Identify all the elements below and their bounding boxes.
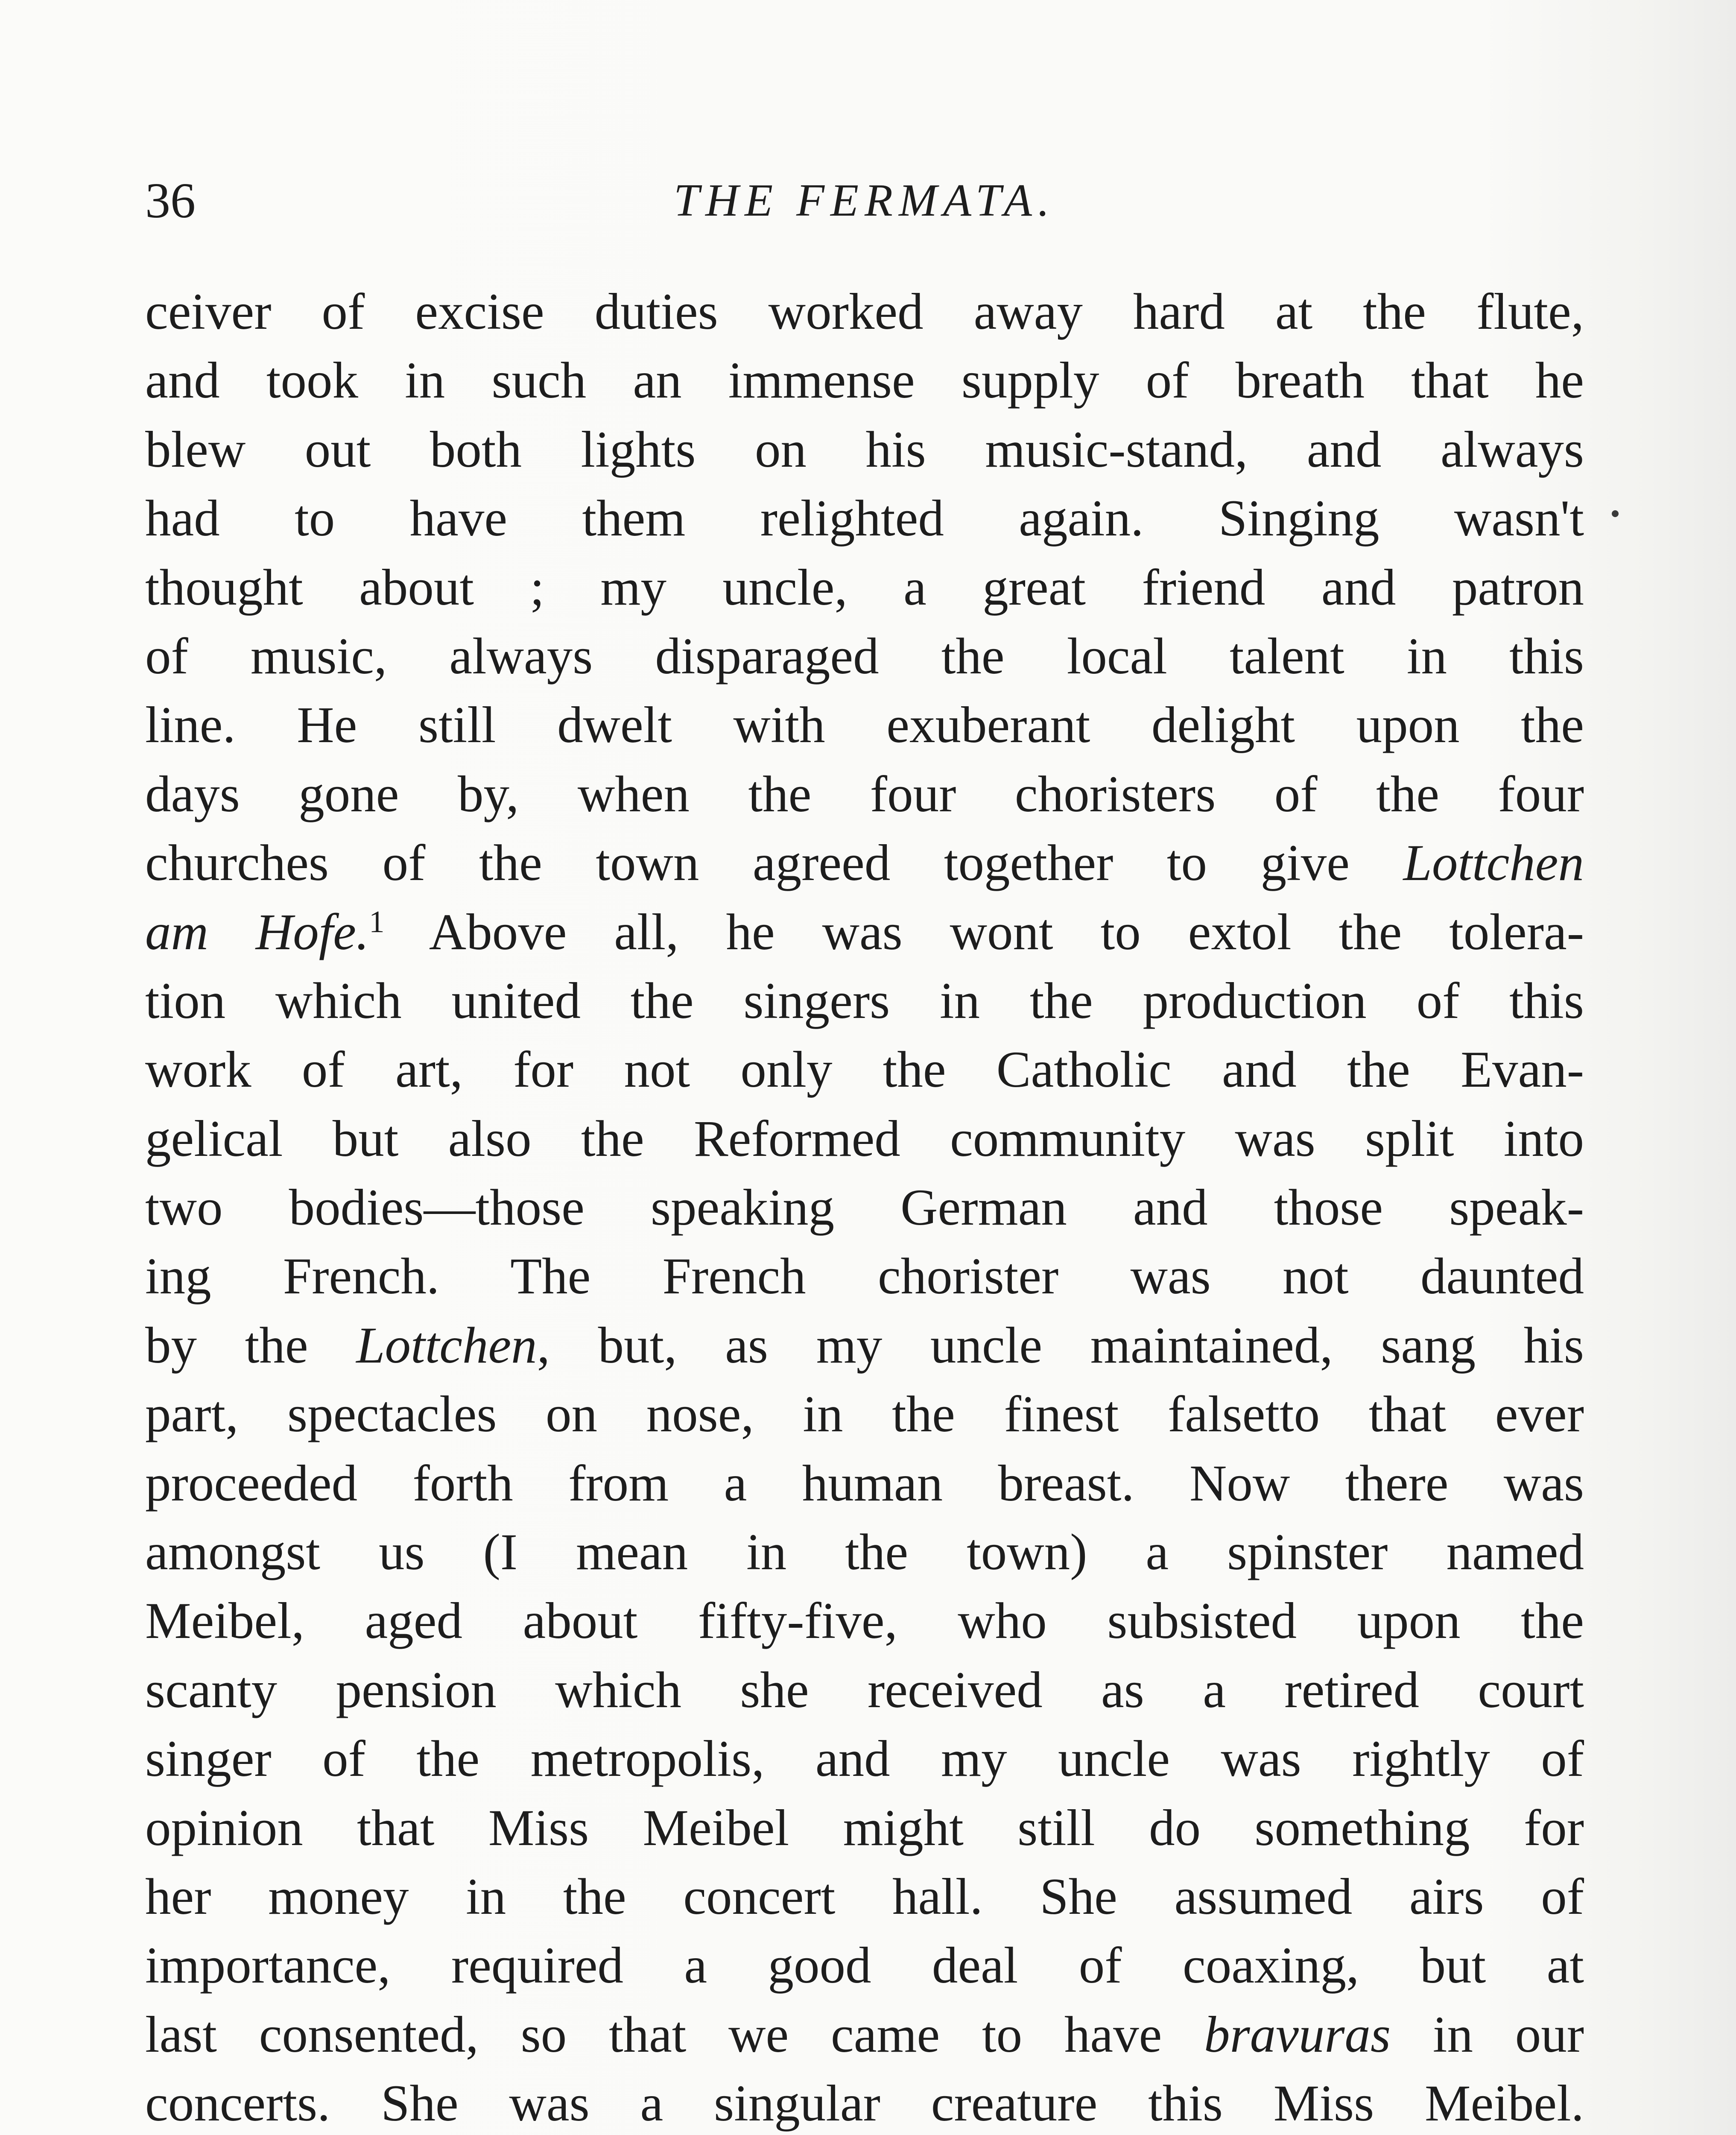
text-line: line. He still dwelt with exuberant delight upon the [145,696,1584,754]
text-line: amongst us (I mean in the town) a spinster named [145,1524,1584,1581]
body-text [145,278,1584,2135]
text-line: concerts. She was a singular creature this Miss Meibel. [145,2075,1584,2132]
text-line: of music, always disparaged the local talent in this [145,627,1584,685]
italic-term: bravuras [1204,2006,1391,2063]
text-line: part, spectacles on nose, in the finest falsetto that ever [145,1386,1584,1443]
text-line: thought about ; my uncle, a great friend and patron [145,559,1584,616]
text-line: her money in the concert hall. She assumed airs of [145,1868,1584,1925]
text-line: tion which united the singers in the production of this [145,972,1584,1029]
page-header [145,171,1584,231]
text-line: ing French. The French chorister was not daunted [145,1248,1584,1305]
italic-title: Lottchen [356,1316,537,1374]
text-line: last consented, so that we came to have bravuras in our [145,2006,1584,2063]
page-number: 36 [145,173,196,228]
text-line: blew out both lights on his music-stand, and always [145,421,1584,478]
italic-title: am Hofe. [145,903,369,961]
text-line: importance, required a good deal of coaxing, but at [145,1937,1584,1995]
text-line: and took in such an immense supply of breath that he [145,352,1584,409]
running-title: THE FERMATA. [674,175,1055,226]
text-line: opinion that Miss Meibel might still do something for [145,1799,1584,1857]
text-line: days gone by, when the four choristers of the four [145,765,1584,823]
text-line: ceiver of excise duties worked away hard at the flute, [145,283,1584,340]
text-line: by the Lottchen, but, as my uncle maintained, sang his [145,1316,1584,1374]
italic-title: Lottchen [1403,834,1584,892]
text-line: Meibel, aged about fifty-five, who subsisted upon the [145,1592,1584,1650]
text-line: churches of the town agreed together to give Lottchen [145,834,1584,892]
text-line: had to have them relighted again. Singing wasn't [145,490,1584,547]
stray-ink-dot [1612,510,1619,517]
text-line: two bodies—those speaking German and those speak- [145,1179,1584,1237]
text-line: gelical but also the Reformed community was split into [145,1110,1584,1167]
text-line: proceeded forth from a human breast. Now there was [145,1454,1584,1512]
text-line: am Hofe.$^1$ Above all, he was wont to extol the tolera- [145,903,1584,961]
text-line: singer of the metropolis, and my uncle was rightly of [145,1730,1584,1788]
footnote-reference: 1 [369,904,385,939]
text-line: work of art, for not only the Catholic and the Evan- [145,1041,1584,1099]
text-line: scanty pension which she received as a retired court [145,1661,1584,1719]
